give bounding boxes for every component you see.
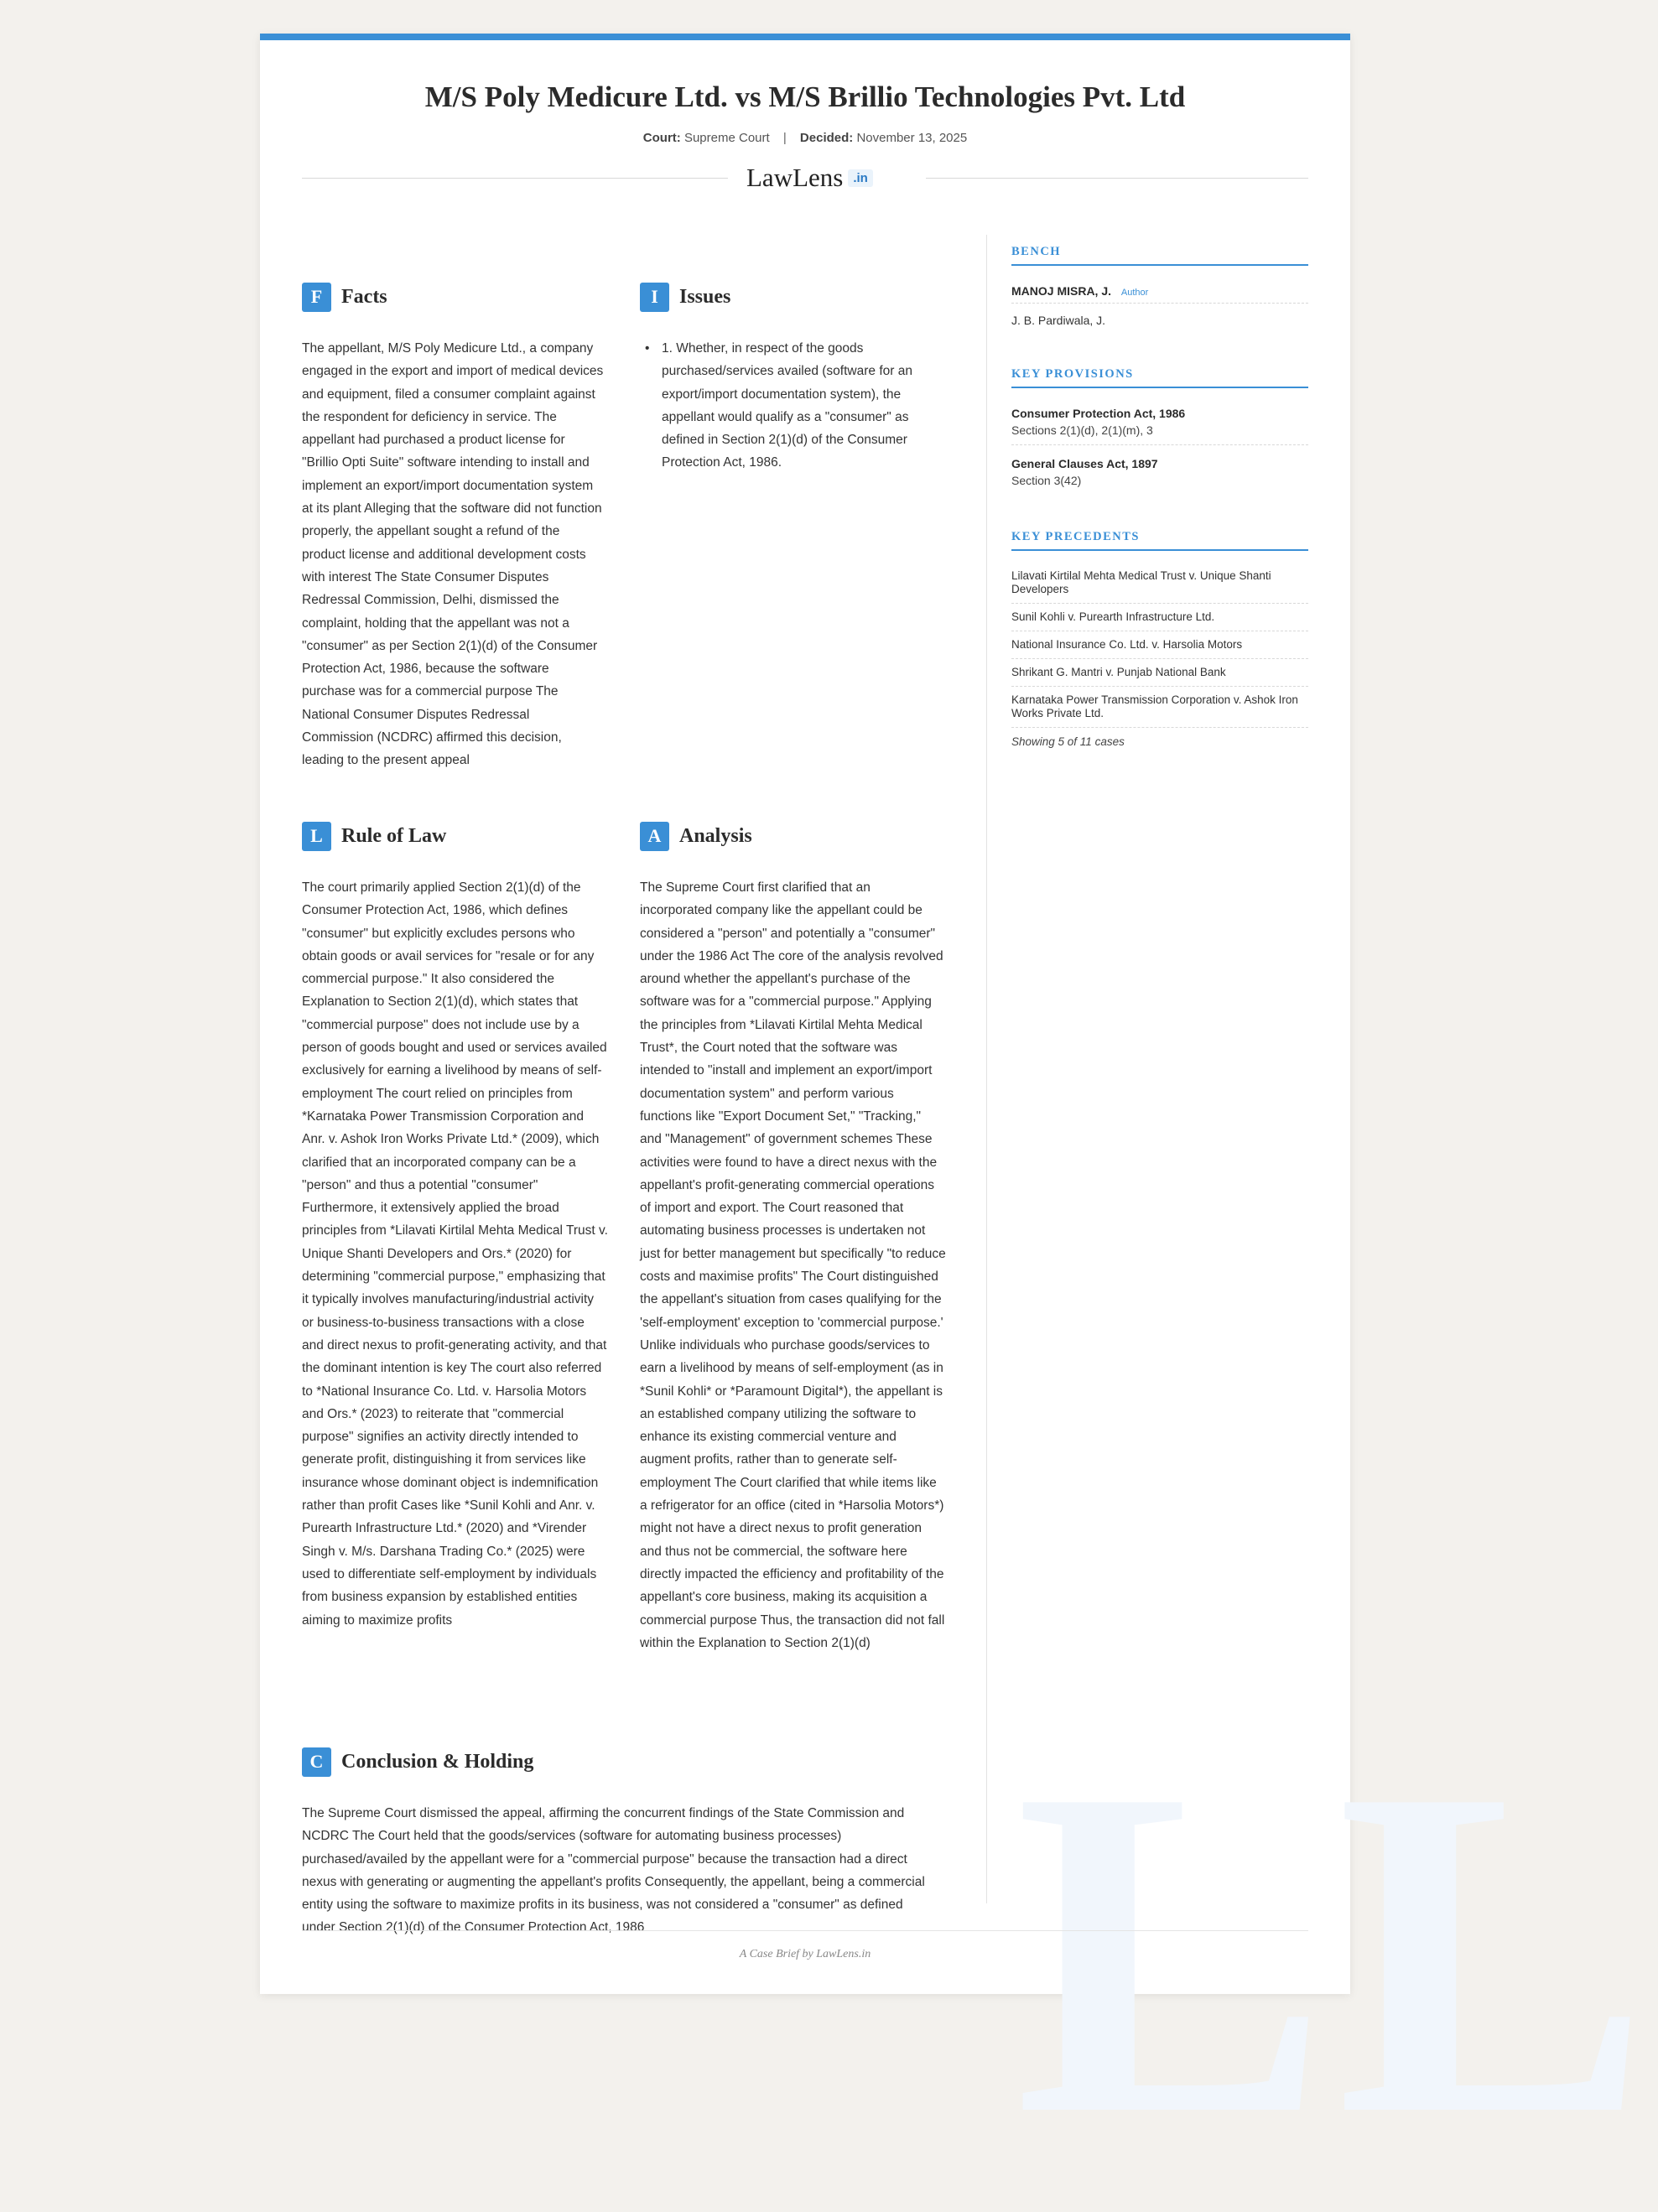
section-title: Rule of Law	[341, 824, 447, 847]
case-meta	[260, 131, 1350, 145]
provisions-heading: KEY PROVISIONS	[1011, 367, 1308, 388]
section-header	[302, 282, 604, 312]
provision-item	[1011, 445, 1308, 495]
brand-logo[interactable]	[738, 161, 926, 195]
judge-name: MANOJ MISRA, J.	[1011, 284, 1112, 298]
decided-label: Decided:	[799, 131, 854, 145]
court-value: Supreme Court	[683, 131, 770, 145]
brand-divider-left	[302, 178, 728, 179]
section-rule-of-law	[302, 821, 608, 1632]
provision-act: Consumer Protection Act, 1986	[1011, 407, 1186, 420]
section-header	[640, 282, 938, 312]
section-title: Conclusion & Holding	[341, 1750, 534, 1773]
decided-value: November 13, 2025	[856, 131, 968, 145]
facts-body: The appellant, M/S Poly Medicure Ltd., a company engaged in the export and import of medical devices and equipment, filed a consumer complaint against the respondent for deficiency in service. The appellant had purchased a product license for "Brillio Opti Suite" software intending to install and implement an export/import documentation system at its plant Alleging that the software did not function properly, the appellant sought a refund of the product license and additional development costs with interest The State Consumer Disputes Redressal Commission, Delhi, dismissed the complaint, holding that the appellant was not a "consumer" as per Section 2(1)(d) of the Consumer Protection Act, 1986, because the software purchase was for a commercial purpose The National Consumer Disputes Redressal Commission (NCDRC) affirmed this decision, leading to the present appeal	[302, 341, 604, 768]
section-badge: I	[640, 283, 669, 312]
issues-list	[640, 337, 938, 475]
watermark-logo: LL	[1015, 1692, 1658, 2212]
court-label: Court:	[642, 131, 681, 145]
brand-divider-right	[926, 178, 1308, 179]
precedents-block	[1011, 530, 1308, 748]
precedent-item[interactable]: Karnataka Power Transmission Corporation v. Ashok Iron Works Private Ltd.	[1011, 687, 1308, 728]
footer-text: A Case Brief by LawLens.in	[739, 1948, 871, 1960]
section-badge: L	[302, 822, 331, 851]
section-badge: A	[640, 822, 669, 851]
precedent-item[interactable]: Lilavati Kirtilal Mehta Medical Trust v. Unique Shanti Developers	[1011, 551, 1308, 604]
section-analysis	[640, 821, 946, 1654]
bench-judge	[1011, 304, 1308, 332]
provision-act: General Clauses Act, 1897	[1011, 457, 1158, 470]
section-badge: F	[302, 283, 331, 312]
section-header	[302, 821, 608, 851]
brand-name: LawLens	[746, 163, 844, 192]
provision-item	[1011, 388, 1308, 445]
section-header	[640, 821, 946, 851]
page-title: M/S Poly Medicure Ltd. vs M/S Brillio Technologies Pvt. Ltd	[424, 80, 1186, 113]
case-brief-card	[260, 34, 1658, 2212]
section-facts	[302, 282, 604, 772]
precedents-count: Showing 5 of 11 cases	[1011, 735, 1125, 748]
section-conclusion	[302, 1747, 939, 1939]
brand-tld-badge: .in	[848, 169, 873, 187]
bench-heading: BENCH	[1011, 245, 1308, 266]
page-footer	[302, 1930, 1308, 1961]
brand-row	[302, 161, 1308, 195]
precedent-item[interactable]: National Insurance Co. Ltd. v. Harsolia Motors	[1011, 631, 1308, 659]
meta-separator: |	[782, 131, 787, 145]
column-divider	[986, 235, 987, 1903]
provision-sections: Sections 2(1)(d), 2(1)(m), 3	[1011, 423, 1153, 437]
provisions-block	[1011, 367, 1308, 495]
section-header	[302, 1747, 939, 1777]
bench-block	[1011, 245, 1308, 332]
judge-name: J. B. Pardiwala, J.	[1011, 314, 1106, 327]
precedent-item[interactable]: Shrikant G. Mantri v. Punjab National Bank	[1011, 659, 1308, 687]
section-issues	[640, 282, 938, 475]
rule-of-law-body: The court primarily applied Section 2(1)(d) of the Consumer Protection Act, 1986, which defines "consumer" but explicitly excludes persons who obtain goods or avail services for "resale or for any commercial purpose." It also considered the Explanation to Section 2(1)(d), which states that "commercial purpose" does not include use by a person of goods bought and used or services availed exclusively for earning a livelihood by means of self-employment The court relied on principles from *Karnataka Power Transmission Corporation and Anr. v. Ashok Iron Works Private Ltd.* (2009), which clarified that an incorporated company can be a "person" and thus a potential "consumer" Furthermore, it extensively applied the broad principles from *Lilavati Kirtilal Mehta Medical Trust v. Unique Shanti Developers and Ors.* (2020) for determining "commercial purpose," emphasizing that it typically involves manufacturing/industrial activity or business-to-business transactions with a close and direct nexus to profit-generating activity, and that the dominant intention is key The court also referred to *National Insurance Co. Ltd. v. Harsolia Motors and Ors.* (2023) to reiterate that "commercial purpose" signifies an activity directly intended to generate profit, distinguishing it from services like insurance whose dominant object is indemnification rather than profit Cases like *Sunil Kohli and Anr. v. Purearth Infrastructure Ltd.* (2020) and *Virender Singh v. M/s. Darshana Trading Co.* (2025) were used to differentiate self-employment by individuals from business expansion by established entities aiming to maximize profits	[302, 880, 608, 1628]
precedent-item[interactable]: Sunil Kohli v. Purearth Infrastructure Ltd.	[1011, 604, 1308, 631]
issue-item: • 1. Whether, in respect of the goods purchased/services availed (software for an export/import documentation system), the appellant would qualify as a "consumer" as defined in Section 2(1)(d) of the Consumer Protection Act, 1986.	[640, 337, 938, 475]
page-header	[260, 40, 1350, 145]
provision-sections: Section 3(42)	[1011, 474, 1082, 487]
conclusion-body: The Supreme Court dismissed the appeal, affirming the concurrent findings of the State Commission and NCDRC The Court held that the goods/services (software for automating business processes) purchased/availed by the appellant were for a "commercial purpose" because the transaction had a direct nexus with generating or augmenting the appellant's profits Consequently, the appellant, being a commercial entity using the software to maximize profits in its business, was not considered a "consumer" as defined under Section 2(1)(d) of the Consumer Protection Act, 1986	[302, 1806, 925, 1935]
bench-judge	[1011, 266, 1308, 304]
precedents-heading: KEY PRECEDENTS	[1011, 530, 1308, 551]
analysis-body: The Supreme Court first clarified that an incorporated company like the appellant could be considered a "person" and potentially a "consumer" under the 1986 Act The core of the analysis revolved around whether the appellant's purchase of the software was for a "commercial purpose." Applying the principles from *Lilavati Kirtilal Mehta Medical Trust*, the Court noted that the software was intended to "install and implement an export/import documentation system" and perform various functions like "Export Document Set," "Tracking," and "Management" of government schemes These activities were found to have a direct nexus with the appellant's profit-generating commercial operations of import and export. The Court reasoned that automating business processes is undertaken not just for better management but specifically "to reduce costs and maximise profits" The Court distinguished the appellant's situation from cases qualifying for the 'self-employment' exception to 'commercial purpose.' Unlike individuals who purchase goods/services to earn a livelihood by means of self-employment (as in *Sunil Kohli* or *Paramount Digital*), the appellant is an established company utilizing the software to enhance its existing commercial venture and augment profits, rather than to generate self-employment The Court clarified that while items like a refrigerator for an office (cited in *Harsolia Motors*) might not have a direct nexus to profit generation and thus not be commercial, the software here directly impacted the efficiency and profitability of the appellant's core business, making its acquisition a commercial purpose Thus, the transaction did not fall within the Explanation to Section 2(1)(d)	[640, 880, 946, 1650]
section-title: Facts	[341, 285, 387, 308]
author-tag: Author	[1120, 288, 1149, 298]
section-badge: C	[302, 1747, 331, 1777]
section-title: Issues	[679, 285, 731, 308]
sidebar	[1011, 245, 1308, 783]
section-title: Analysis	[679, 824, 752, 847]
